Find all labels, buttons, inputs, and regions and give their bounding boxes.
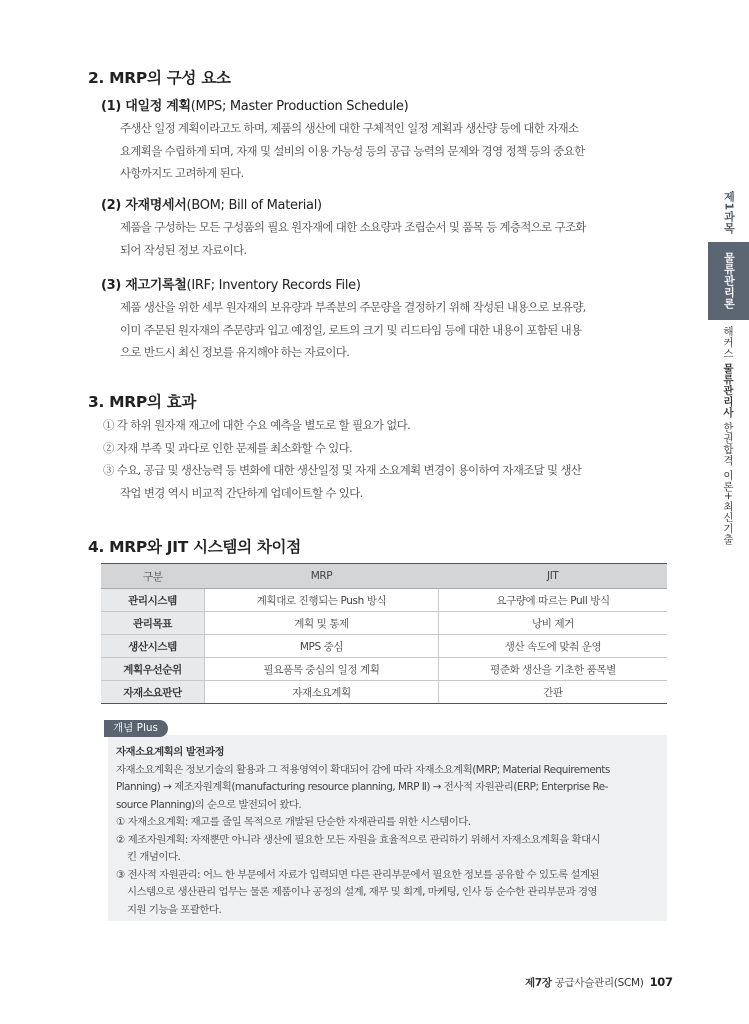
table-row	[101, 589, 667, 612]
table-cell: 간판	[439, 681, 668, 704]
page-footer	[525, 975, 673, 990]
concept-plus-line: Planning) → 제조자원계획(manufacturing resource planning, MRP Ⅱ) → 전사적 자원관리(ERP; Enterprise Re-	[116, 781, 608, 793]
irf-paragraph: 제품 생산을 위한 세부 원자재의 보유량과 부족분의 주문량을 결정하기 위해 작성된 내용으로 보유량, 이미 주문된 원자재의 주문량과 입고 예정일, 로트의 크기 및 리드타임 등에 대한 내용이 포함된 내용 으로 반드시 최신 정보를 유지해야 하는 자료이다.	[120, 300, 586, 359]
active-chapter-tab-label: 물류관리론	[722, 252, 736, 310]
row-header: 계획우선순위	[101, 658, 205, 681]
table-cell: 자재소요계획	[205, 681, 439, 704]
bom-heading: (2) 자재명세서(BOM; Bill of Material)	[101, 198, 322, 213]
concept-plus-line: 시스템으로 생산관리 업무는 물론 제품이나 공정의 설계, 재무 및 회계, 마케팅, 인사 등 순수한 관리부문과 경영	[127, 886, 598, 898]
concept-plus-badge: 개념 Plus	[104, 720, 168, 737]
row-header: 자재소요판단	[101, 681, 205, 704]
table-row	[101, 612, 667, 635]
section-4-title: 4. MRP와 JIT 시스템의 차이점	[88, 538, 301, 556]
concept-plus-line: ② 제조자원계획: 자재뿐만 아니라 생산에 필요한 모든 자원을 효율적으로 관리하기 위해서 자재소요계획을 확대시	[116, 833, 601, 846]
table-row	[101, 681, 667, 704]
active-chapter-tab[interactable]	[708, 242, 749, 320]
table-cell: MPS 중심	[205, 635, 439, 658]
table-cell: 생산 속도에 맞춰 운영	[439, 635, 668, 658]
concept-plus-content	[116, 744, 661, 919]
table-cell: 평준화 생산을 기초한 품목별	[439, 658, 668, 681]
column-header: JIT	[439, 564, 668, 589]
table-cell: 필요품목 중심의 일정 계획	[205, 658, 439, 681]
list-item: ③ 수요, 공급 및 생산능력 등 변화에 대한 생산일정 및 자재 소요계획 변경이 용이하여 자재조달 및 생산	[103, 463, 582, 477]
table-cell: 요구량에 따르는 Pull 방식	[439, 589, 668, 612]
concept-plus-title: 자재소요계획의 발전과정	[116, 746, 225, 758]
page-number: 107	[649, 975, 673, 989]
concept-plus-line: source Planning)의 순으로 발전되어 왔다.	[116, 798, 302, 811]
effects-list	[103, 414, 673, 504]
mps-paragraph: 주생산 일정 계획이라고도 하며, 제품의 생산에 대한 구체적인 일정 계획과 생산량 등에 대한 자재소 요계획을 수립하게 되며, 자재 및 설비의 이용 가능성 등의 공급 능력의 문제와 경영 정책 등의 중요한 사항까지도 고려하게 된다.	[120, 121, 585, 180]
row-header: 생산시스템	[101, 635, 205, 658]
table-row	[101, 658, 667, 681]
table-cell: 낭비 제거	[439, 612, 668, 635]
list-item-continuation: 작업 변경 역시 비교적 간단하게 업데이트할 수 있다.	[120, 485, 363, 500]
subject-tab-label: 제1과목	[722, 190, 736, 234]
table-cell: 계획대로 진행되는 Push 방식	[205, 589, 439, 612]
column-header: 구분	[101, 564, 205, 589]
book-title-suffix: 한권합격 이론+최신기출	[722, 417, 734, 545]
section-3-title: 3. MRP의 효과	[88, 393, 197, 411]
concept-plus-line: ③ 전사적 자원관리: 어느 한 부문에서 자료가 입력되면 다른 관리부문에서 필요한 정보를 공유할 수 있도록 설계된	[116, 868, 600, 881]
concept-plus-line: 자재소요계획은 정보기술의 활용과 그 적용영역이 확대되어 감에 따라 자재소요계획(MRP; Material Requirements	[116, 763, 610, 776]
table-row	[101, 635, 667, 658]
mps-heading: (1) 대일정 계획(MPS; Master Production Schedule)	[101, 99, 409, 114]
mrp-jit-comparison-table	[101, 563, 667, 704]
book-title-prefix: 해커스	[722, 326, 734, 363]
column-header: MRP	[205, 564, 439, 589]
section-2-title: 2. MRP의 구성 요소	[88, 69, 231, 87]
concept-plus-line: ① 자재소요계획: 재고를 줄일 목적으로 개발된 단순한 자재관리를 위한 시스템이다.	[116, 816, 471, 828]
irf-heading: (3) 재고기록철(IRF; Inventory Records File)	[101, 278, 361, 293]
table-header-row	[101, 564, 667, 589]
concept-plus-line: 킨 개념이다.	[127, 851, 181, 863]
table-cell: 계획 및 통제	[205, 612, 439, 635]
list-item: ① 각 하위 원자재 재고에 대한 수요 예측을 별도로 할 필요가 없다.	[103, 418, 411, 432]
subject-tab[interactable]	[708, 183, 749, 241]
row-header: 관리목표	[101, 612, 205, 635]
chapter-number: 제7장	[525, 977, 552, 989]
book-title-side	[708, 320, 749, 560]
concept-plus-line: 지원 기능을 포괄한다.	[127, 903, 222, 916]
bom-paragraph: 제품을 구성하는 모든 구성품의 필요 원자재에 대한 소요량과 조립순서 및 품목 등 계층적으로 구조화 되어 작성된 정보 자료이다.	[120, 220, 586, 257]
list-item: ② 자재 부족 및 과다로 인한 문제를 최소화할 수 있다.	[103, 440, 353, 455]
book-title-bold: 물류관리사	[722, 362, 734, 418]
row-header: 관리시스템	[101, 589, 205, 612]
chapter-name: 공급사슬관리(SCM)	[551, 977, 644, 989]
